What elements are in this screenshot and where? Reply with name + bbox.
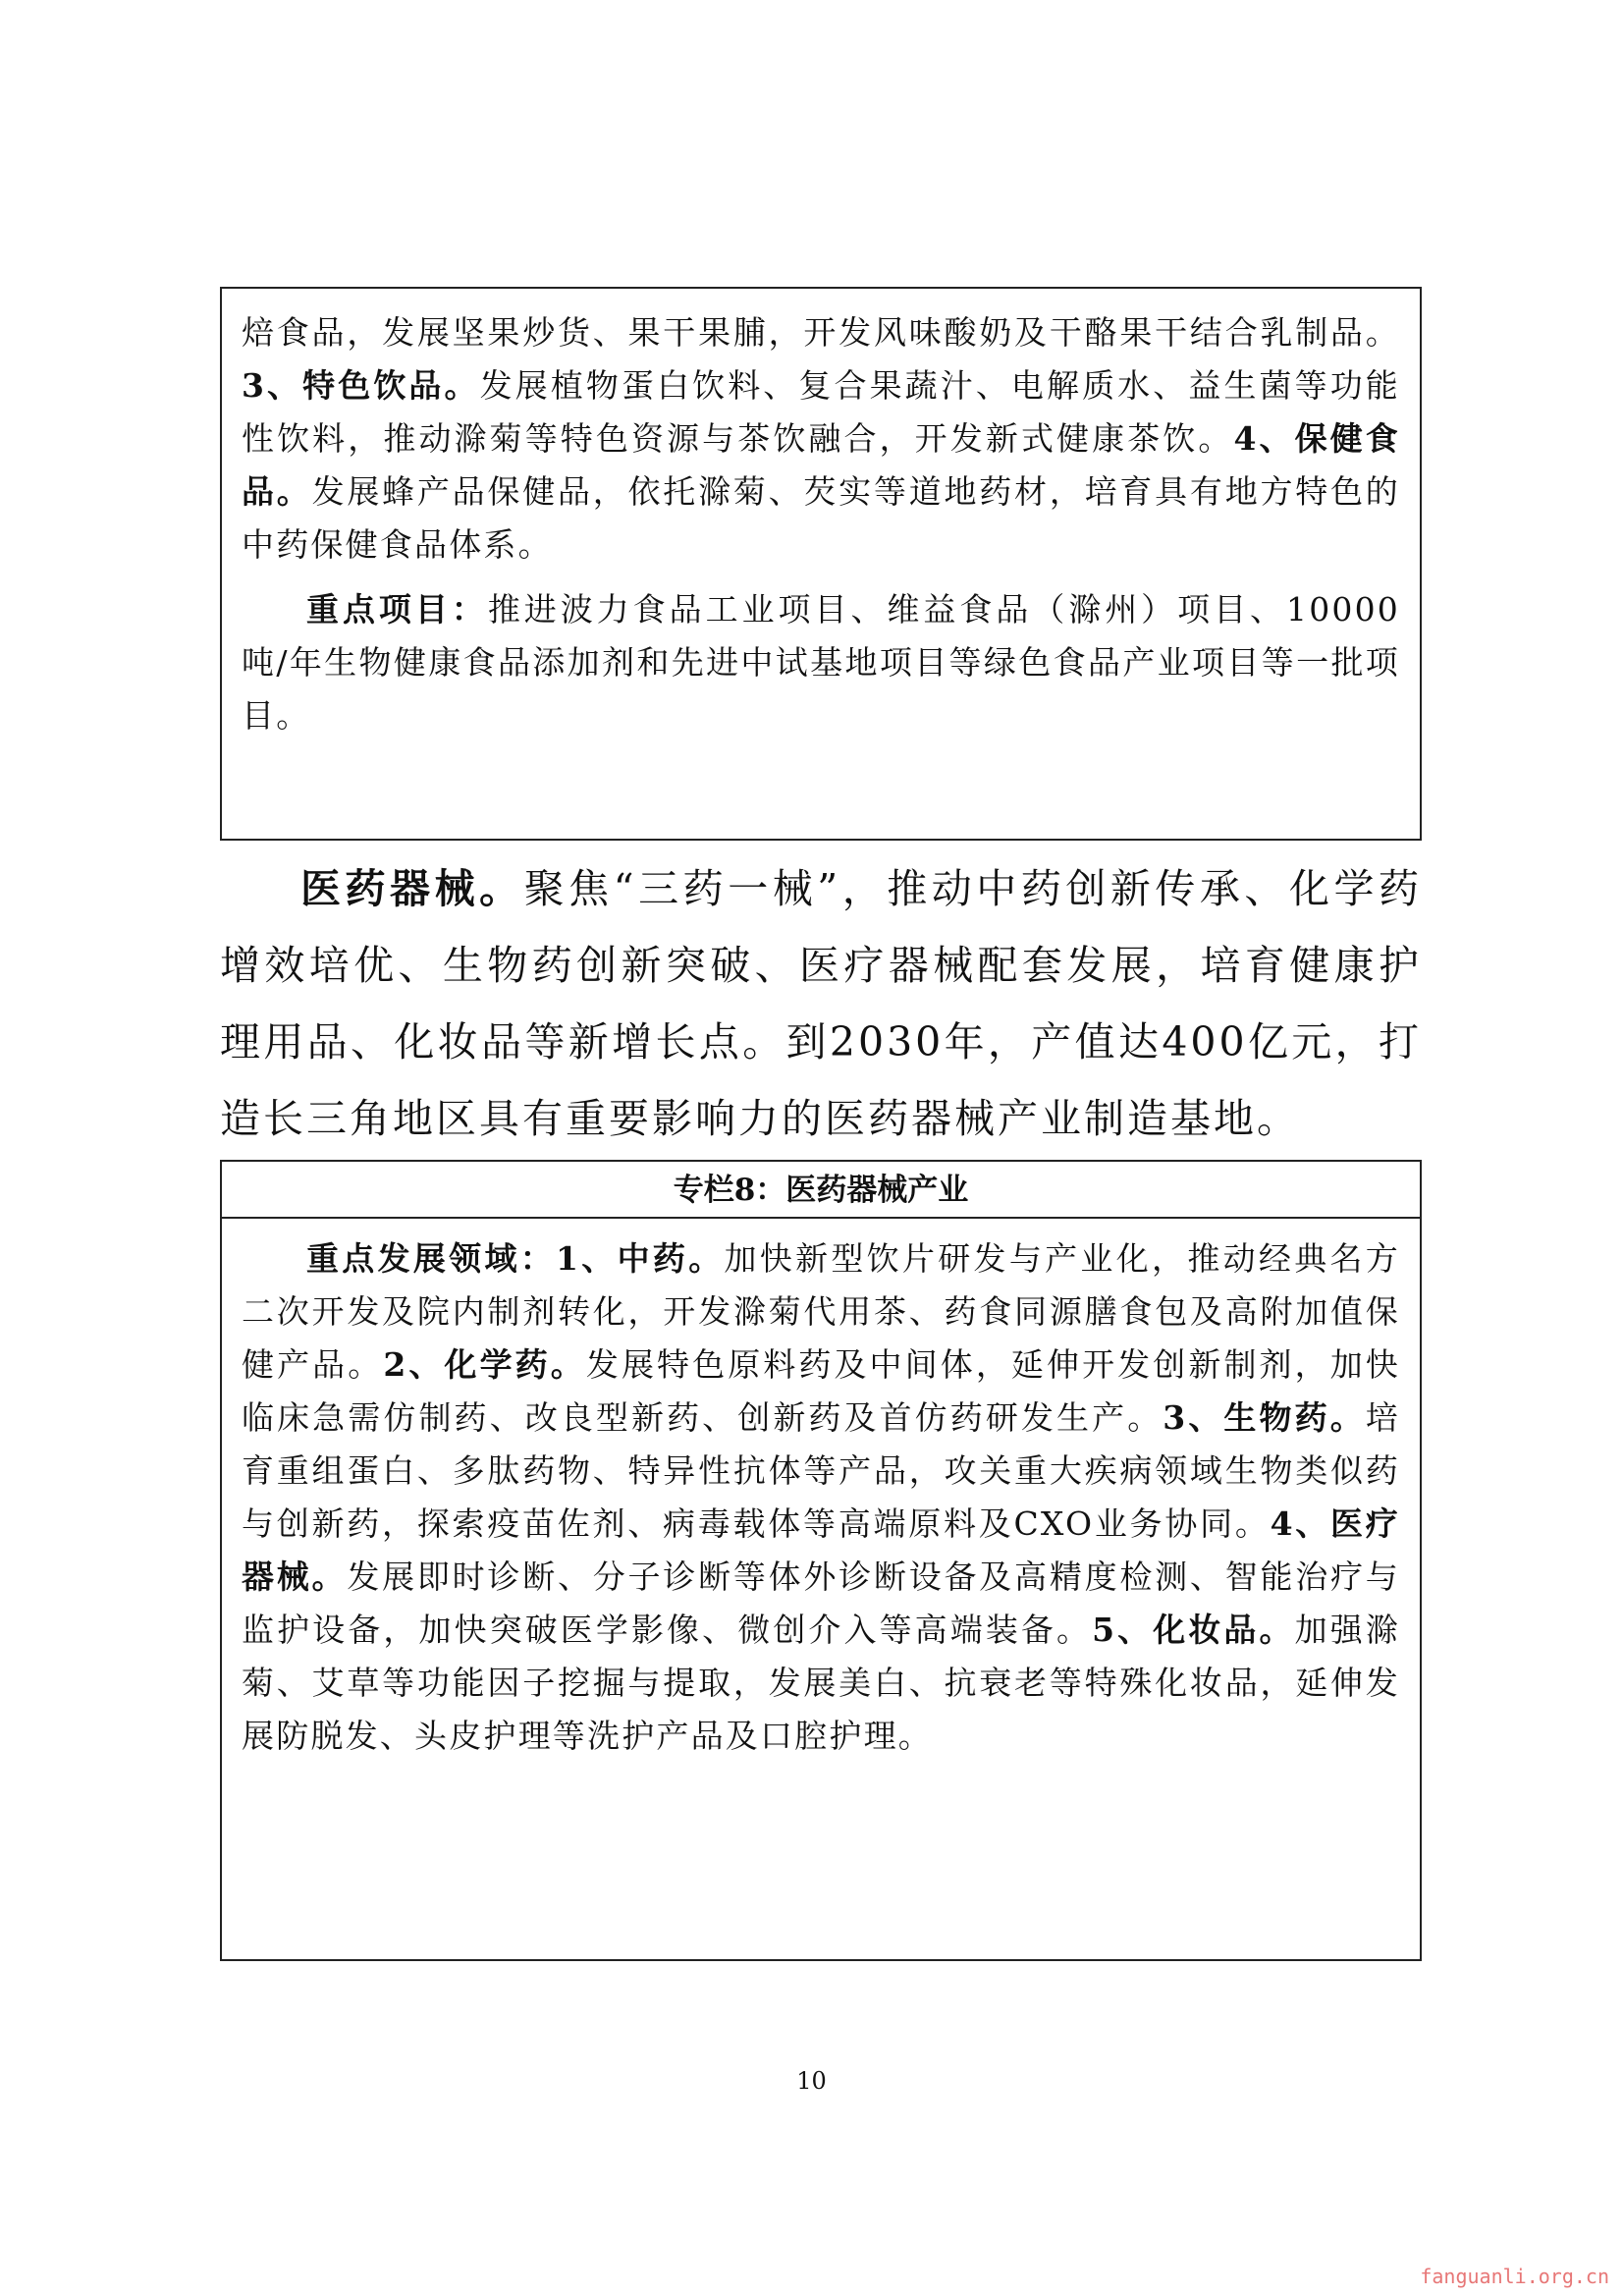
text-run: 发展特色原料药及中间体，延伸开发创新制剂，加快临床急需仿制药、改良型新药、创新药及首仿药研发生产。 bbox=[242, 1345, 1400, 1437]
bold-heading: 4、保健食品。 bbox=[242, 419, 1400, 511]
medical-devices-paragraph bbox=[220, 850, 1422, 1157]
medical-fields-paragraph bbox=[242, 1232, 1400, 1763]
text-run: 发展蜂产品保健品，依托滁菊、芡实等道地药材，培育具有地方特色的中药保健食品体系。 bbox=[242, 472, 1401, 564]
bold-heading: 3、特色饮品。 bbox=[242, 366, 480, 405]
text-run: 加快新型饮片研发与产业化，推动经典名方二次开发及院内制剂转化，开发滁菊代用茶、药食同源膳食包及高附加值保健产品。 bbox=[242, 1239, 1400, 1384]
text-run: 聚焦“三药一械”，推动中药创新传承、化学药增效培优、生物药创新突破、医疗器械配套发展，培育健康护理用品、化妆品等新增长点。到2030年，产值达400亿元，打造长三角地区具有重要影响力的医药器械产业制造基地。 bbox=[220, 865, 1423, 1142]
text-run: 推进波力食品工业项目、维益食品（滁州）项目、10000吨/年生物健康食品添加剂和先进中试基地项目等绿色食品产业项目等一批项目。 bbox=[242, 590, 1400, 735]
feature-box-food-continued bbox=[220, 287, 1422, 841]
text-run: 发展即时诊断、分子诊断等体外诊断设备及高精度检测、智能治疗与监护设备，加快突破医学影像、微创介入等高端装备。 bbox=[242, 1558, 1400, 1649]
page-number: 10 bbox=[796, 2067, 827, 2095]
text-run: 加强滁菊、艾草等功能因子挖掘与提取，发展美白、抗衰老等特殊化妆品，延伸发展防脱发、头皮护理等洗护产品及口腔护理。 bbox=[242, 1611, 1400, 1755]
bold-heading: 2、化学药。 bbox=[383, 1345, 586, 1384]
feature-box-body bbox=[222, 1219, 1420, 1763]
watermark: fanguanli.org.cn bbox=[1420, 2265, 1609, 2288]
text-run: 焙食品，发展坚果炒货、果干果脯，开发风味酸奶及干酪果干结合乳制品。 bbox=[242, 313, 1400, 352]
feature-box-medical-devices bbox=[220, 1160, 1422, 1961]
key-projects-paragraph bbox=[242, 583, 1400, 742]
bold-heading: 4、医疗器械。 bbox=[242, 1504, 1401, 1596]
feature-box-title: 专栏8：医药器械产业 bbox=[222, 1162, 1420, 1219]
bold-heading: 5、化妆品。 bbox=[1092, 1611, 1295, 1649]
bold-heading: 重点项目： bbox=[306, 590, 488, 629]
text-run: 培育重组蛋白、多肽药物、特异性抗体等产品，攻关重大疾病领域生物类似药与创新药，探索疫苗佐剂、病毒载体等高端原料及CXO业务协同。 bbox=[242, 1398, 1400, 1543]
bold-heading: 3、生物药。 bbox=[1163, 1398, 1366, 1437]
bold-heading: 重点发展领域：1、中药。 bbox=[306, 1239, 725, 1278]
text-run: 发展植物蛋白饮料、复合果蔬汁、电解质水、益生菌等功能性饮料，推动滁菊等特色资源与茶饮融合，开发新式健康茶饮。 bbox=[242, 366, 1400, 458]
food-fields-paragraph bbox=[242, 306, 1400, 572]
bold-heading: 医药器械。 bbox=[300, 865, 524, 912]
